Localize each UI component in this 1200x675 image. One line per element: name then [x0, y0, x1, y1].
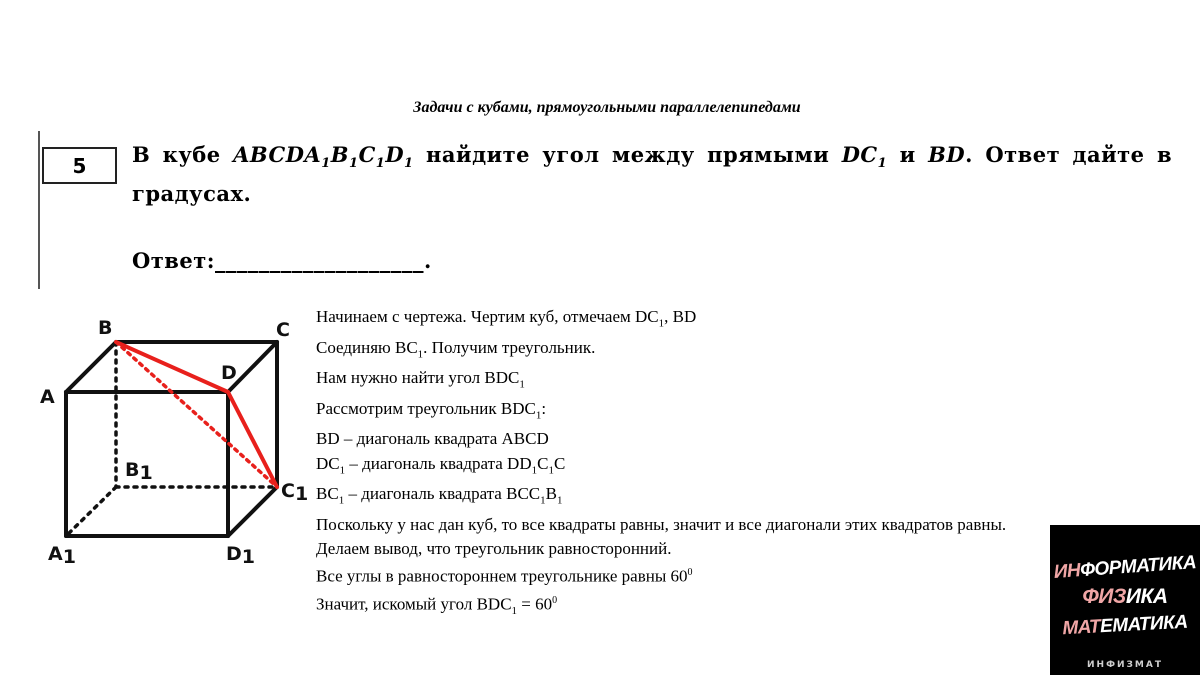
solution-line: Нам нужно найти угол $BDC_1$ [316, 368, 525, 391]
task-number: 5 [42, 147, 117, 184]
label-d: D [221, 362, 237, 384]
line-bd: BD [928, 142, 966, 167]
cube-figure [0, 300, 310, 580]
margin-line [38, 131, 40, 289]
label-c1: C1 [281, 480, 309, 505]
edge-b1-a1-hidden [66, 487, 116, 536]
solution-line: Начинаем с чертежа. Чертим куб, отмечаем $DC_1$, BD [316, 307, 697, 330]
solution-line: $DC_1$ – диагональ квадрата $DD_1C_1C$ [316, 453, 566, 476]
logo-informatika: ИНФОРМАТИКА [1053, 552, 1197, 583]
task-prefix: В кубе [132, 142, 221, 167]
solution-line: $BC_1$ – диагональ квадрата $BCC_1B_1$ [316, 484, 563, 507]
answer-end: . [424, 248, 432, 273]
answer-label: Ответ: [132, 248, 216, 273]
task-and: и [899, 142, 916, 167]
task-statement [132, 140, 1172, 209]
label-d1: D1 [226, 543, 256, 568]
logo-fizika: ФИЗИКА [1082, 585, 1168, 608]
solution-line: Рассмотрим треугольник $BDC_1$: [316, 398, 547, 422]
solution-text [316, 305, 1006, 623]
section-title: Задачи с кубами, прямоугольными параллелепипедами [413, 99, 801, 116]
cube-name: $ABCDA_1B_1C_1D_1$ [233, 142, 414, 172]
infizmat-logo [1050, 525, 1200, 675]
solution-line: BD – диагональ квадрата ABCD [316, 429, 549, 449]
line-dc1: $DC_1$ [841, 142, 888, 172]
edge-a-b [66, 342, 116, 392]
label-a: A [40, 386, 55, 408]
answer-blank: ___________________ [215, 248, 425, 273]
segment-dc1 [228, 392, 277, 487]
task-middle: найдите угол между прямыми [426, 142, 830, 167]
label-b: B [98, 317, 113, 339]
label-c: C [276, 319, 290, 341]
segment-bd [116, 342, 228, 392]
answer-line [132, 248, 432, 273]
solution-line: Делаем вывод, что треугольник равносторонний. [316, 538, 672, 558]
label-b1: B1 [125, 459, 153, 484]
label-a1: A1 [48, 543, 76, 568]
solution-line: Соединяю $BC_1$. Получим треугольник. [316, 337, 596, 360]
solution-line: Значит, искомый угол $BDC_1 = 60^0$ [316, 594, 558, 618]
solution-line: Поскольку у нас дан куб, то все квадраты равны, значит и все диагонали этих квадратов равны. [316, 514, 1007, 534]
task-suffix: . Ответ дайте в градусах. [132, 142, 1173, 207]
logo-brand: ИНФИЗМАТ [1087, 660, 1163, 670]
edge-c1-d1 [228, 487, 277, 536]
logo-matematika: МАТЕМАТИКА [1061, 611, 1189, 640]
solution-line: Все углы в равностороннем треугольнике равны $60^0$ [316, 566, 693, 586]
